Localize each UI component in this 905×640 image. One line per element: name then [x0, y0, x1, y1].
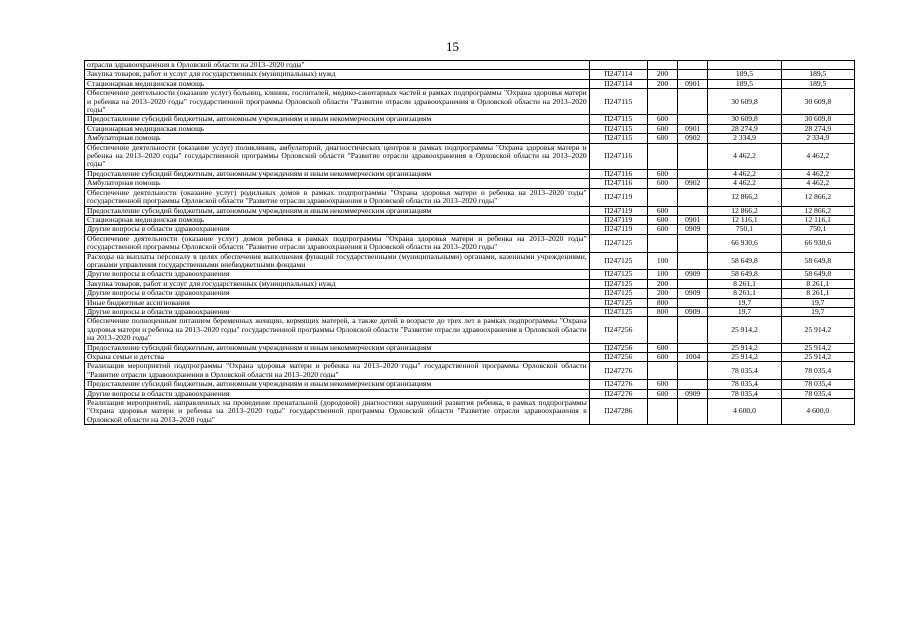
section-code-cell: 0909 [678, 270, 708, 279]
table-row [85, 307, 855, 316]
section-code-cell: 0909 [678, 225, 708, 234]
amount-cell-2: 4 462,2 [781, 169, 854, 178]
expense-type-cell [647, 188, 677, 206]
target-code-cell: П247114 [589, 79, 647, 88]
expense-type-cell: 600 [647, 353, 677, 362]
amount-cell-2: 78 035,4 [781, 389, 854, 398]
section-code-cell [678, 206, 708, 215]
amount-cell-2: 8 261,1 [781, 289, 854, 298]
row-name-cell: Предоставление субсидий бюджетным, автономным учреждениям и иным некоммерческим организациям [85, 115, 590, 124]
amount-cell-1: 58 649,8 [708, 270, 781, 279]
amount-cell-2: 19,7 [781, 307, 854, 316]
table-row [85, 298, 855, 307]
amount-cell-2: 4 462,2 [781, 143, 854, 169]
target-code-cell: П247116 [589, 143, 647, 169]
row-name-cell: Расходы на выплаты персоналу в целях обеспечения выполнения функций государственными (муниципальными) органами, казенными учреждениями, органами управления государственными внебюджетными фондами [85, 252, 590, 270]
amount-cell-1: 750,1 [708, 225, 781, 234]
row-name-cell: Другие вопросы в области здравоохранения [85, 289, 590, 298]
table-row [85, 279, 855, 288]
target-code-cell: П247114 [589, 70, 647, 79]
amount-cell-1: 58 649,8 [708, 252, 781, 270]
section-code-cell: 0909 [678, 389, 708, 398]
amount-cell-2: 58 649,8 [781, 252, 854, 270]
target-code-cell: П247276 [589, 362, 647, 380]
section-code-cell [678, 399, 708, 425]
row-name-cell: Обеспечение полноценным питанием беременных женщин, кормящих матерей, а также детей в возрасте до трех лет в рамках подпрограммы "Охрана здоровья матери и ребенка на 2013–2020 годы" государственной программы Орловской области "Развитие отрасли здравоохранения в Орловской области на 2013–2020 годы" [85, 317, 590, 343]
target-code-cell: П247256 [589, 317, 647, 343]
amount-cell-2: 4 600,0 [781, 399, 854, 425]
target-code-cell: П247125 [589, 307, 647, 316]
table-row [85, 70, 855, 79]
row-name-cell: Обеспечение деятельности (оказание услуг) больниц, клиник, госпиталей, медико-санитарных частей в рамках подпрограммы "Охрана здоровья матери и ребенка на 2013–2020 годы" государственной программы Орловской области "Развитие отрасли здравоохранения в Орловской области на 2013–2020 годы" [85, 89, 590, 115]
section-code-cell: 0901 [678, 124, 708, 133]
amount-cell-1: 78 035,4 [708, 389, 781, 398]
amount-cell-2: 12 116,1 [781, 215, 854, 224]
amount-cell-1: 12 866,2 [708, 206, 781, 215]
target-code-cell: П247116 [589, 179, 647, 188]
amount-cell-1: 2 334,9 [708, 134, 781, 143]
section-code-cell [678, 279, 708, 288]
target-code-cell: П247119 [589, 225, 647, 234]
amount-cell-1: 189,5 [708, 79, 781, 88]
amount-cell-1 [708, 61, 781, 70]
amount-cell-1: 78 035,4 [708, 362, 781, 380]
amount-cell-1: 25 914,2 [708, 343, 781, 352]
target-code-cell: П247115 [589, 124, 647, 133]
row-name-cell: отрасли здравоохранения в Орловской области на 2013–2020 годы" [85, 61, 590, 70]
target-code-cell: П247256 [589, 353, 647, 362]
amount-cell-1: 30 609,8 [708, 115, 781, 124]
amount-cell-2: 66 930,6 [781, 234, 854, 252]
expense-type-cell: 600 [647, 225, 677, 234]
expense-type-cell [647, 61, 677, 70]
amount-cell-2: 58 649,8 [781, 270, 854, 279]
table-row [85, 188, 855, 206]
expense-type-cell [647, 89, 677, 115]
amount-cell-1: 19,7 [708, 298, 781, 307]
row-name-cell: Стационарная медицинская помощь [85, 215, 590, 224]
amount-cell-1: 25 914,2 [708, 317, 781, 343]
row-name-cell: Закупка товаров, работ и услуг для государственных (муниципальных) нужд [85, 70, 590, 79]
section-code-cell: 0902 [678, 179, 708, 188]
row-name-cell: Реализация мероприятий, направленных на проведение пренатальной (дородовой) диагностики нарушений развития ребенка, в рамках подпрограммы "Охрана здоровья матери и ребенка на 2013–2020 годы" государственной программы Орловской области "Развитие отрасли здравоохранения в Орловской области на 2013–2020 годы" [85, 399, 590, 425]
section-code-cell [678, 298, 708, 307]
row-name-cell: Другие вопросы в области здравоохранения [85, 225, 590, 234]
amount-cell-1: 189,5 [708, 70, 781, 79]
section-code-cell [678, 169, 708, 178]
table-row [85, 252, 855, 270]
target-code-cell: П247125 [589, 234, 647, 252]
row-name-cell: Реализация мероприятий подпрограммы "Охрана здоровья матери и ребенка на 2013–2020 годы" государственной программы Орловской области "Развитие отрасли здравоохранения в Орловской области на 2013–2020 годы" [85, 362, 590, 380]
expense-type-cell: 100 [647, 252, 677, 270]
expense-type-cell: 200 [647, 279, 677, 288]
table-row [85, 169, 855, 178]
amount-cell-1: 30 609,8 [708, 89, 781, 115]
amount-cell-2: 189,5 [781, 70, 854, 79]
section-code-cell [678, 61, 708, 70]
amount-cell-2: 25 914,2 [781, 353, 854, 362]
amount-cell-2: 78 035,4 [781, 362, 854, 380]
table-row [85, 134, 855, 143]
amount-cell-1: 4 462,2 [708, 179, 781, 188]
section-code-cell [678, 317, 708, 343]
amount-cell-1: 78 035,4 [708, 380, 781, 389]
expense-type-cell: 600 [647, 134, 677, 143]
table-row [85, 234, 855, 252]
expense-type-cell: 600 [647, 380, 677, 389]
amount-cell-2: 189,5 [781, 79, 854, 88]
amount-cell-2: 8 261,1 [781, 279, 854, 288]
row-name-cell: Другие вопросы в области здравоохранения [85, 307, 590, 316]
amount-cell-2: 750,1 [781, 225, 854, 234]
table-row [85, 61, 855, 70]
section-code-cell [678, 70, 708, 79]
amount-cell-2: 12 866,2 [781, 188, 854, 206]
target-code-cell: П247125 [589, 289, 647, 298]
amount-cell-1: 28 274,9 [708, 124, 781, 133]
amount-cell-1: 66 930,6 [708, 234, 781, 252]
expense-type-cell [647, 362, 677, 380]
amount-cell-1: 25 914,2 [708, 353, 781, 362]
section-code-cell [678, 143, 708, 169]
section-code-cell [678, 380, 708, 389]
budget-table-body [85, 61, 855, 425]
target-code-cell: П247116 [589, 169, 647, 178]
page-number: 15 [446, 39, 459, 54]
row-name-cell: Иные бюджетные ассигнования [85, 298, 590, 307]
amount-cell-2: 25 914,2 [781, 317, 854, 343]
amount-cell-2: 78 035,4 [781, 380, 854, 389]
table-row [85, 362, 855, 380]
amount-cell-2: 30 609,8 [781, 115, 854, 124]
amount-cell-2: 4 462,2 [781, 179, 854, 188]
target-code-cell: П247256 [589, 343, 647, 352]
expense-type-cell [647, 143, 677, 169]
table-row [85, 179, 855, 188]
table-row [85, 225, 855, 234]
section-code-cell: 0902 [678, 134, 708, 143]
amount-cell-1: 4 600,0 [708, 399, 781, 425]
section-code-cell [678, 343, 708, 352]
row-name-cell: Амбулаторная помощь [85, 134, 590, 143]
section-code-cell: 0909 [678, 289, 708, 298]
row-name-cell: Предоставление субсидий бюджетным, автономным учреждениям и иным некоммерческим организациям [85, 169, 590, 178]
target-code-cell: П247119 [589, 188, 647, 206]
expense-type-cell: 600 [647, 124, 677, 133]
target-code-cell: П247125 [589, 252, 647, 270]
row-name-cell: Предоставление субсидий бюджетным, автономным учреждениям и иным некоммерческим организациям [85, 206, 590, 215]
expense-type-cell: 200 [647, 289, 677, 298]
expense-type-cell [647, 234, 677, 252]
expense-type-cell: 200 [647, 70, 677, 79]
section-code-cell [678, 234, 708, 252]
amount-cell-2: 28 274,9 [781, 124, 854, 133]
table-row [85, 317, 855, 343]
amount-cell-1: 19,7 [708, 307, 781, 316]
target-code-cell: П247125 [589, 270, 647, 279]
target-code-cell: П247125 [589, 279, 647, 288]
table-row [85, 399, 855, 425]
row-name-cell: Охрана семьи и детства [85, 353, 590, 362]
expense-type-cell: 600 [647, 389, 677, 398]
amount-cell-1: 8 261,1 [708, 289, 781, 298]
row-name-cell: Предоставление субсидий бюджетным, автономным учреждениям и иным некоммерческим организациям [85, 380, 590, 389]
target-code-cell: П247119 [589, 206, 647, 215]
expense-type-cell [647, 399, 677, 425]
amount-cell-1: 4 462,2 [708, 169, 781, 178]
table-row [85, 115, 855, 124]
row-name-cell: Другие вопросы в области здравоохранения [85, 270, 590, 279]
expense-type-cell [647, 317, 677, 343]
target-code-cell: П247119 [589, 215, 647, 224]
expense-type-cell: 600 [647, 169, 677, 178]
expense-type-cell: 600 [647, 179, 677, 188]
table-row [85, 79, 855, 88]
table-row [85, 206, 855, 215]
row-name-cell: Обеспечение деятельности (оказание услуг) домов ребенка в рамках подпрограммы "Охрана здоровья матери и ребенка на 2013–2020 годы" государственной программы Орловской области "Развитие отрасли здравоохранения в Орловской области на 2013–2020 годы" [85, 234, 590, 252]
expense-type-cell: 600 [647, 206, 677, 215]
expense-type-cell: 200 [647, 79, 677, 88]
section-code-cell [678, 188, 708, 206]
target-code-cell: П247276 [589, 389, 647, 398]
row-name-cell: Амбулаторная помощь [85, 179, 590, 188]
table-row [85, 353, 855, 362]
table-row [85, 124, 855, 133]
row-name-cell: Предоставление субсидий бюджетным, автономным учреждениям и иным некоммерческим организациям [85, 343, 590, 352]
amount-cell-2 [781, 61, 854, 70]
table-row [85, 389, 855, 398]
amount-cell-2: 12 866,2 [781, 206, 854, 215]
expense-type-cell: 100 [647, 270, 677, 279]
section-code-cell: 0901 [678, 215, 708, 224]
amount-cell-2: 2 334,9 [781, 134, 854, 143]
target-code-cell: П247276 [589, 380, 647, 389]
target-code-cell [589, 61, 647, 70]
table-row [85, 89, 855, 115]
expense-type-cell: 600 [647, 115, 677, 124]
target-code-cell: П247115 [589, 115, 647, 124]
expense-type-cell: 600 [647, 343, 677, 352]
row-name-cell: Закупка товаров, работ и услуг для государственных (муниципальных) нужд [85, 279, 590, 288]
table-row [85, 289, 855, 298]
expense-type-cell: 800 [647, 307, 677, 316]
row-name-cell: Обеспечение деятельности (оказание услуг) родильных домов в рамках подпрограммы "Охрана здоровья матери и ребенка на 2013–2020 годы" государственной программы Орловской области "Развитие отрасли здравоохранения в Орловской области на 2013–2020 годы" [85, 188, 590, 206]
target-code-cell: П247115 [589, 134, 647, 143]
section-code-cell [678, 115, 708, 124]
section-code-cell: 0901 [678, 79, 708, 88]
target-code-cell: П247115 [589, 89, 647, 115]
amount-cell-1: 12 116,1 [708, 215, 781, 224]
section-code-cell: 0909 [678, 307, 708, 316]
amount-cell-2: 25 914,2 [781, 343, 854, 352]
section-code-cell [678, 89, 708, 115]
expense-type-cell: 800 [647, 298, 677, 307]
table-row [85, 343, 855, 352]
amount-cell-1: 12 866,2 [708, 188, 781, 206]
row-name-cell: Другие вопросы в области здравоохранения [85, 389, 590, 398]
section-code-cell [678, 362, 708, 380]
target-code-cell: П247286 [589, 399, 647, 425]
amount-cell-2: 30 609,8 [781, 89, 854, 115]
amount-cell-1: 4 462,2 [708, 143, 781, 169]
section-code-cell [678, 252, 708, 270]
budget-table [84, 60, 855, 425]
row-name-cell: Стационарная медицинская помощь [85, 79, 590, 88]
section-code-cell: 1004 [678, 353, 708, 362]
row-name-cell: Обеспечение деятельности (оказание услуг) поликлиник, амбулаторий, диагностических центров в рамках подпрограммы "Охрана здоровья матери и ребенка на 2013–2020 годы" государственной программы Орловской области "Развитие отрасли здравоохранения в Орловской области на 2013–2020 годы" [85, 143, 590, 169]
amount-cell-1: 8 261,1 [708, 279, 781, 288]
expense-type-cell: 600 [647, 215, 677, 224]
row-name-cell: Стационарная медицинская помощь [85, 124, 590, 133]
amount-cell-2: 19,7 [781, 298, 854, 307]
target-code-cell: П247125 [589, 298, 647, 307]
table-row [85, 215, 855, 224]
table-row [85, 143, 855, 169]
table-row [85, 380, 855, 389]
table-row [85, 270, 855, 279]
